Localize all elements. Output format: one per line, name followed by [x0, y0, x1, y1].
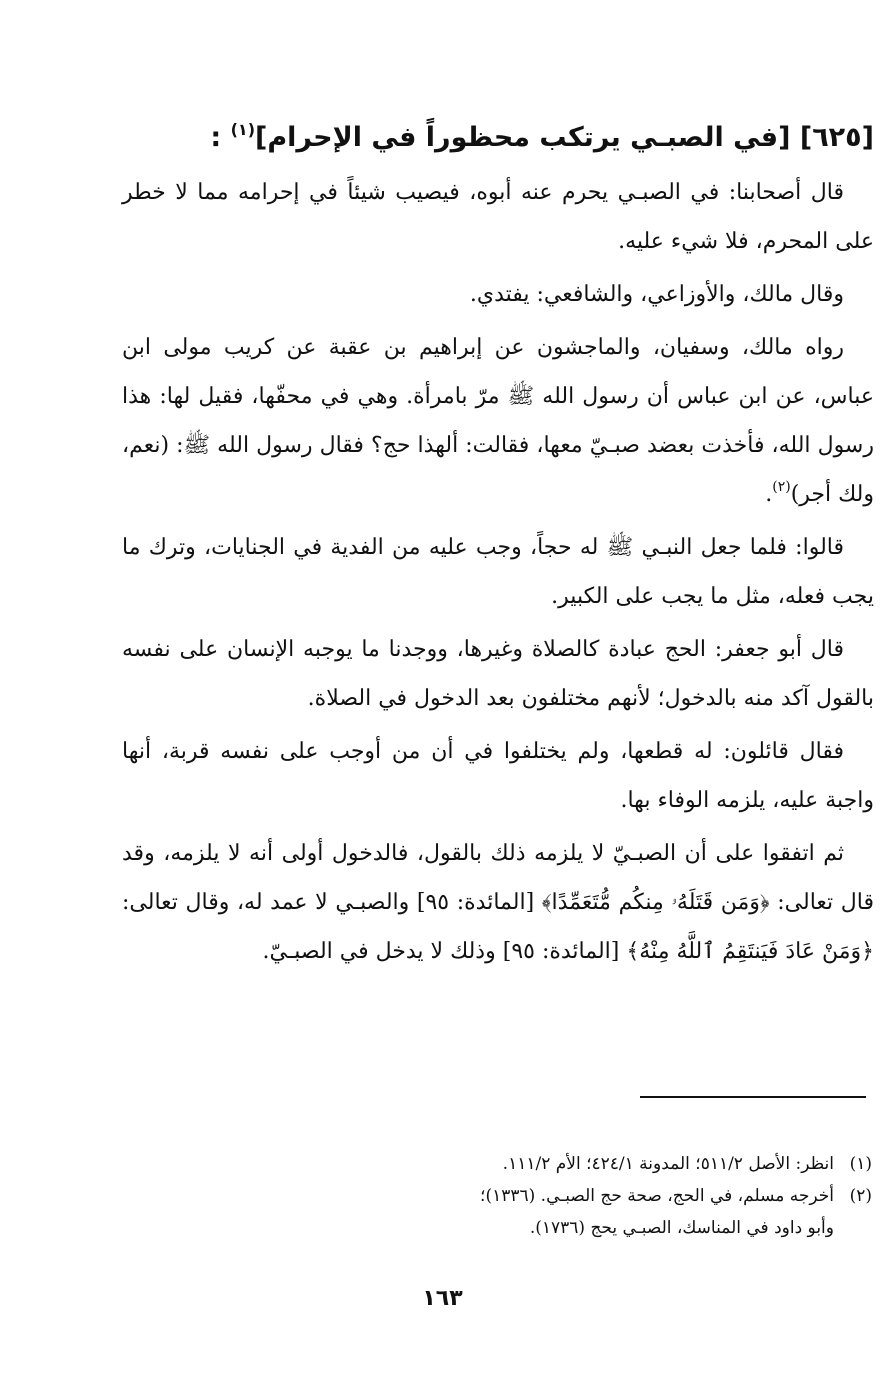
footnote-2 — [300, 1180, 872, 1212]
paragraph-5: قال أبو جعفر: الحج عبادة كالصلاة وغيرها، ووجدنا ما يوجبه الإنسان على نفسه بالقول آكد منه بالدخول؛ لأنهم مختلفون بعد الدخول في الصلاة. — [122, 637, 874, 711]
paragraph-1: قال أصحابنا: في الصبـي يحرم عنه أبوه، فيصيب شيئاً في إحرامه مما لا خطر على المحرم، فلا شيء عليه. — [122, 180, 874, 254]
footnotes — [300, 1148, 872, 1244]
section-heading — [122, 118, 874, 158]
footnote-1 — [300, 1148, 872, 1180]
paragraph-2: وقال مالك، والأوزاعي، والشافعي: يفتدي. — [469, 282, 844, 307]
page-number: ١٦٣ — [422, 1286, 463, 1311]
heading-colon: : — [210, 122, 222, 153]
page-body — [122, 118, 874, 976]
paragraph-6: فقال قائلون: له قطعها، ولم يختلفوا في أن من أوجب على نفسه قربة، أنها واجبة عليه، يلزمه الوفاء بها. — [122, 739, 874, 813]
footnote-number: (١) — [849, 1154, 872, 1174]
paragraph-3: رواه مالك، وسفيان، والماجشون عن إبراهيم بن عقبة عن كريب مولى ابن عباس، عن ابن عباس أن رسول الله ﷺ مرّ بامرأة. وهي في محفّها، فقيل لها: هذا رسول الله، فأخذت بعضد صبـيّ معها، فقالت: ألهذا حج؟ فقال رسول الله ﷺ: (نعم، ولك أجر)$^{(٢)}$. — [122, 335, 874, 507]
footnote-number: (٢) — [849, 1186, 872, 1206]
paragraph-4: قالوا: فلما جعل النبـي ﷺ له حجاً، وجب عليه من الفدية في الجنايات، وترك ما يجب فعله، مثل ما يجب على الكبير. — [122, 535, 874, 609]
section-number: [٦٢٥] — [799, 122, 874, 153]
footnote-text: انظر: الأصل ٥١١/٢؛ المدونة ٤٢٤/١؛ الأم ١١١/٢. — [502, 1154, 834, 1174]
paragraph-7: ثم اتفقوا على أن الصبـيّ لا يلزمه ذلك بالقول، فالدخول أولى أنه لا يلزمه، وقد قال تعالى: ﴿وَمَن قَتَلَهُۥ مِنكُم مُّتَعَمِّدًا﴾ [المائدة: ٩٥] والصبـي لا عمد له، وقال تعالى: ﴿وَمَنْ عَادَ فَيَنتَقِمُ ٱللَّهُ مِنْهُ﴾ [المائدة: ٩٥] وذلك لا يدخل في الصبـيّ. — [122, 841, 874, 964]
footnote-divider — [640, 1096, 866, 1098]
section-title: [في الصبـي يرتكب محظوراً في الإحرام] — [255, 122, 791, 153]
footnote-ref-2[interactable]: (٢) — [772, 479, 791, 495]
footnote-text: أخرجه مسلم، في الحج، صحة حج الصبـي. (١٣٣٦)؛ — [480, 1186, 834, 1206]
footnote-ref-1[interactable]: (١) — [230, 120, 255, 139]
footnote-2-continuation: وأبو داود في المناسك، الصبـي يحج (١٧٣٦). — [529, 1218, 834, 1238]
